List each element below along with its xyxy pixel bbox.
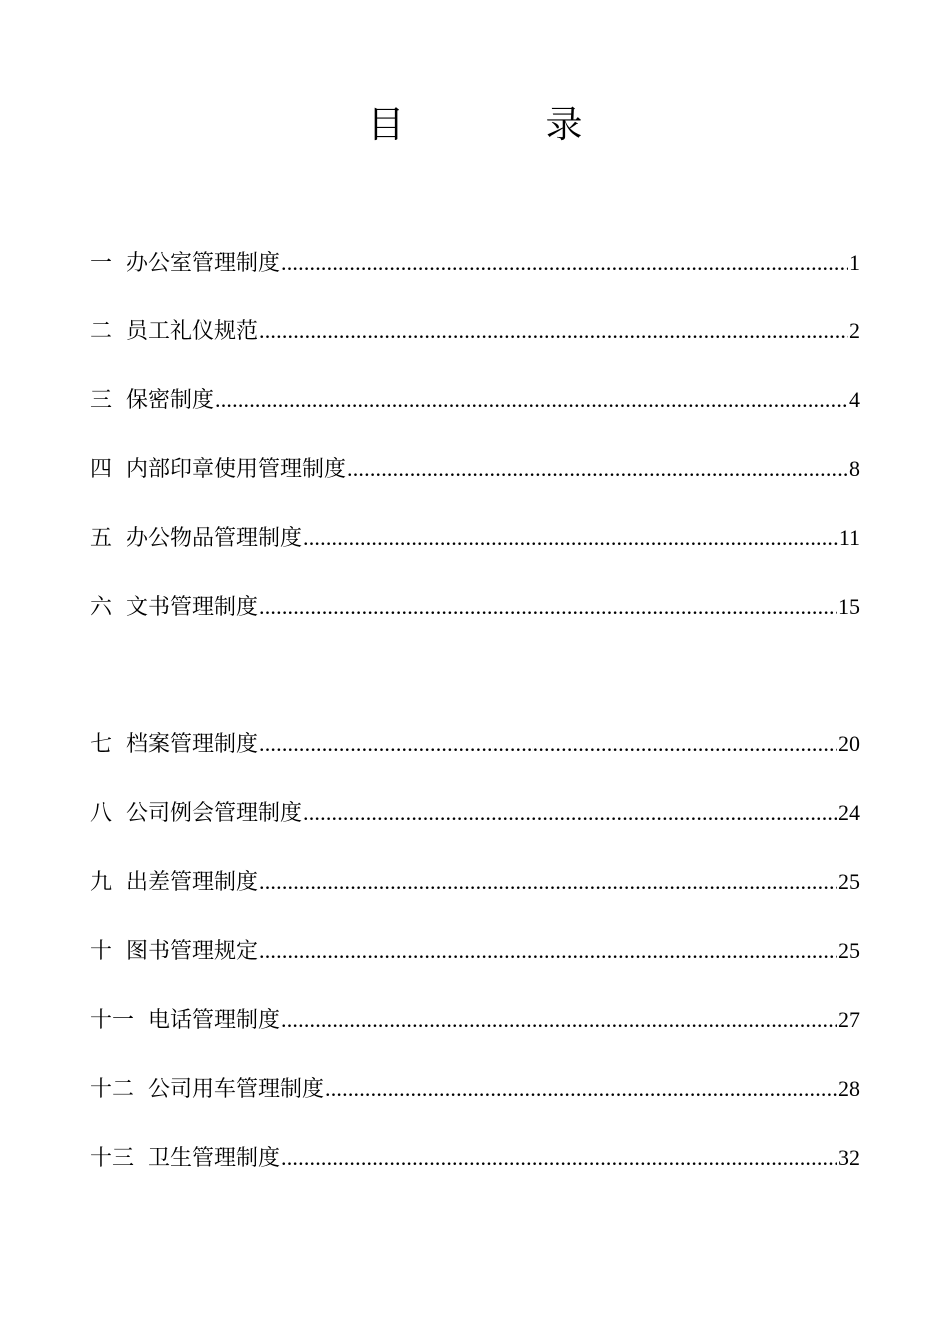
toc-leader-dots bbox=[281, 247, 848, 279]
toc-entry[interactable] bbox=[90, 1004, 860, 1036]
toc-leader-dots bbox=[281, 1142, 837, 1174]
toc-entry[interactable] bbox=[90, 247, 860, 279]
toc-entry[interactable] bbox=[90, 384, 860, 416]
toc-entry-number: 九 bbox=[90, 870, 126, 895]
toc-entry-page: 1 bbox=[849, 250, 860, 275]
toc-leader-dots bbox=[215, 384, 848, 416]
toc-entry-label: 档案管理制度 bbox=[126, 732, 259, 757]
toc-entry-label: 保密制度 bbox=[126, 388, 215, 413]
toc-leader-dots bbox=[259, 315, 848, 347]
toc-entry-page: 15 bbox=[838, 594, 860, 619]
toc-leader-dots bbox=[281, 1004, 837, 1036]
toc-entry-number: 十三 bbox=[90, 1146, 148, 1171]
page-title: 目 录 bbox=[367, 103, 583, 146]
toc-entry[interactable] bbox=[90, 315, 860, 347]
toc-entry-number: 三 bbox=[90, 388, 126, 413]
toc-leader-dots bbox=[303, 797, 837, 829]
toc-entry-page: 28 bbox=[838, 1076, 860, 1101]
toc-entry-label: 公司例会管理制度 bbox=[126, 801, 303, 826]
toc-entry-number: 一 bbox=[90, 251, 126, 276]
toc-leader-dots bbox=[303, 522, 838, 554]
toc-entry-label: 卫生管理制度 bbox=[148, 1146, 281, 1171]
toc-entry-number: 八 bbox=[90, 801, 126, 826]
toc-entry-page: 20 bbox=[838, 731, 860, 756]
toc-entry-page: 32 bbox=[838, 1145, 860, 1170]
toc-entry-page: 25 bbox=[838, 938, 860, 963]
toc-entry[interactable] bbox=[90, 866, 860, 898]
toc-entry-page: 4 bbox=[849, 387, 860, 412]
toc-leader-dots bbox=[259, 866, 837, 898]
toc-entry-label: 图书管理规定 bbox=[126, 939, 259, 964]
toc-entry-page: 11 bbox=[838, 525, 860, 550]
toc-entry-label: 办公室管理制度 bbox=[126, 251, 281, 276]
toc-entry[interactable] bbox=[90, 453, 860, 485]
toc-entry-label: 公司用车管理制度 bbox=[148, 1077, 325, 1102]
toc-leader-dots bbox=[259, 591, 837, 623]
toc-entry[interactable] bbox=[90, 522, 860, 554]
toc-leader-dots bbox=[259, 935, 837, 967]
toc-entry-number: 四 bbox=[90, 457, 126, 482]
toc-leader-dots bbox=[325, 1073, 837, 1105]
toc-entry[interactable] bbox=[90, 797, 860, 829]
toc-entry-number: 十二 bbox=[90, 1077, 148, 1102]
toc-entry-number: 十 bbox=[90, 939, 126, 964]
toc-entry-page: 24 bbox=[838, 800, 860, 825]
toc-entry-page: 2 bbox=[849, 318, 860, 343]
toc-entry-label: 出差管理制度 bbox=[126, 870, 259, 895]
toc-entry[interactable] bbox=[90, 591, 860, 623]
toc-entry[interactable] bbox=[90, 1073, 860, 1105]
toc-entry-page: 27 bbox=[838, 1007, 860, 1032]
toc-entry-number: 七 bbox=[90, 732, 126, 757]
toc-entry[interactable] bbox=[90, 728, 860, 760]
toc-entry-number: 十一 bbox=[90, 1008, 148, 1033]
toc-entry-number: 二 bbox=[90, 319, 126, 344]
toc-entry-label: 文书管理制度 bbox=[126, 595, 259, 620]
toc-entry-label: 办公物品管理制度 bbox=[126, 526, 303, 551]
toc-leader-dots bbox=[259, 728, 837, 760]
toc-leader-dots bbox=[347, 453, 848, 485]
toc-entry-page: 8 bbox=[849, 456, 860, 481]
toc-entry-number: 五 bbox=[90, 526, 126, 551]
toc-entry-number: 六 bbox=[90, 595, 126, 620]
toc-entry[interactable] bbox=[90, 1142, 860, 1174]
toc-entry[interactable] bbox=[90, 935, 860, 967]
toc-entry-page: 25 bbox=[838, 869, 860, 894]
toc-entry-label: 内部印章使用管理制度 bbox=[126, 457, 347, 482]
toc-entry-label: 电话管理制度 bbox=[148, 1008, 281, 1033]
toc-entry-label: 员工礼仪规范 bbox=[126, 319, 259, 344]
